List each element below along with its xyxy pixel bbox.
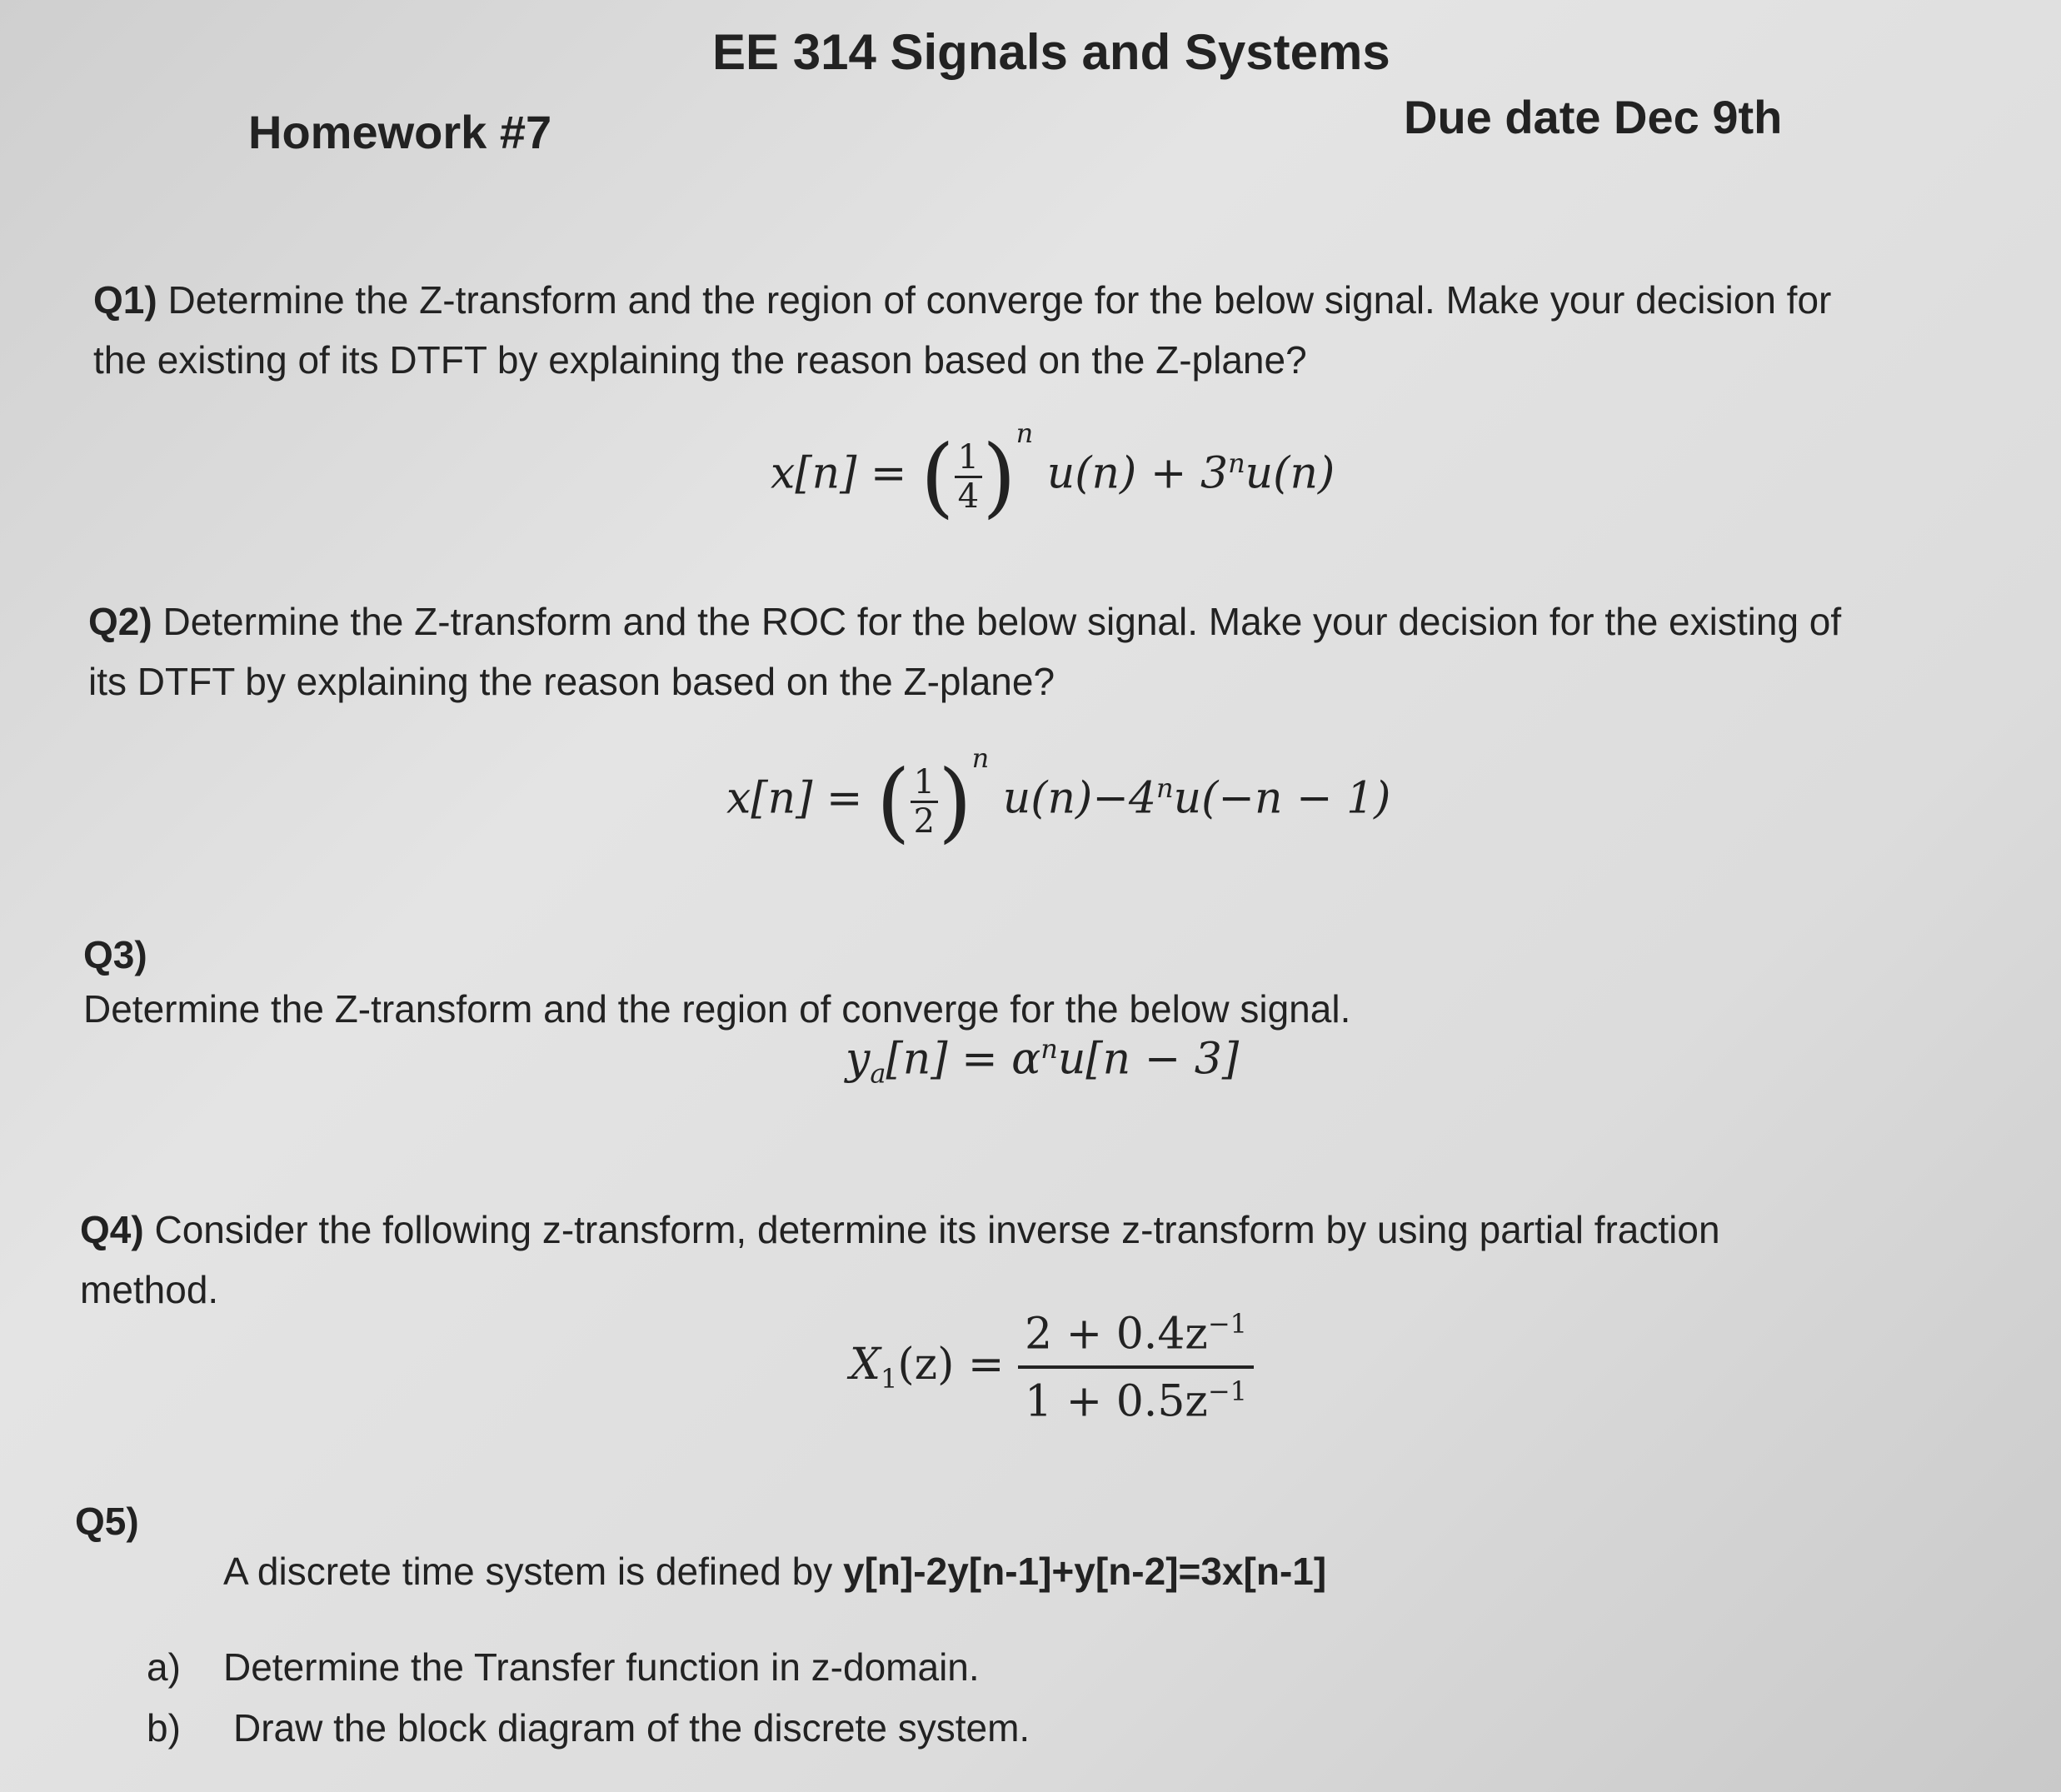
q2-fraction [911, 764, 938, 840]
q5-equation: y[n]-2y[n-1]+y[n-2]=3x[n-1] [842, 1550, 1327, 1593]
q3-eq-exp: n [1040, 1033, 1058, 1065]
q5-part-a-text: Determine the Transfer function in z-domain. [223, 1645, 980, 1689]
q2-exp2: n [1156, 772, 1174, 805]
q2-eq-lhs: x[n] = [726, 773, 863, 824]
q4-num-exp: −1 [1207, 1308, 1247, 1340]
q2-paren-open: ( [876, 751, 911, 852]
q4-line1: Consider the following z-transform, determine its inverse z-transform by using partial fraction [143, 1208, 1720, 1251]
q5-part-a-marker: a) [147, 1645, 181, 1689]
q4-den-text: 1 + 0.5z [1025, 1376, 1208, 1427]
q3-eq-y: y [846, 1034, 871, 1085]
q4-line2: method. [80, 1268, 219, 1311]
q5-label: Q5) [75, 1500, 139, 1543]
q1-eq-rest: u(n) + 3 [1046, 448, 1229, 499]
course-title: EE 314 Signals and Systems [712, 24, 1390, 80]
q1-text [93, 270, 2009, 390]
q4-equation [850, 1308, 1254, 1427]
q3-eq-tail: u[n − 3] [1057, 1034, 1240, 1085]
q4-numerator [1018, 1308, 1254, 1369]
q2-paren-close: ) [938, 751, 972, 852]
q4-eq-lhs: X [850, 1339, 881, 1390]
q1-fraction [955, 439, 982, 515]
q2-eq-rest: u(n)−4 [1002, 773, 1156, 824]
q1-line2: the existing of its DTFT by explaining the reason based on the Z-plane? [93, 338, 1307, 382]
q3-eq-mid: [n] = α [886, 1034, 1041, 1085]
q1-exp: n [1016, 417, 1034, 450]
q5-text [223, 1541, 1326, 1601]
q2-line2: its DTFT by explaining the reason based on the Z-plane? [88, 660, 1055, 703]
q3-equation [846, 1033, 1239, 1090]
q2-frac-num: 1 [911, 764, 938, 803]
q2-text [88, 592, 2004, 711]
q2-line1: Determine the Z-transform and the ROC for the below signal. Make your decision for the existing of [152, 600, 1842, 643]
q2-frac-den: 2 [913, 801, 936, 841]
q1-line1: Determine the Z-transform and the region of converge for the below signal. Make your decision for [157, 278, 1832, 322]
q1-paren-close: ) [982, 426, 1016, 527]
q1-frac-num: 1 [955, 439, 982, 478]
q4-eq-sub: 1 [881, 1363, 898, 1395]
q4-denominator [1018, 1369, 1254, 1426]
q4-den-exp: −1 [1207, 1375, 1247, 1408]
q1-label: Q1) [93, 278, 157, 322]
q2-eq-tail: u(−n − 1) [1173, 773, 1391, 824]
q3-label: Q3) [83, 933, 147, 976]
q1-exp2: n [1228, 447, 1245, 480]
q5-part-b [147, 1698, 1030, 1758]
q1-eq-tail: u(n) [1245, 448, 1335, 499]
q1-eq-lhs: x[n] = [771, 448, 907, 499]
q2-exp: n [971, 742, 990, 775]
q4-num-text: 2 + 0.4z [1025, 1309, 1208, 1360]
q5-text-intro: A discrete time system is defined by [223, 1550, 843, 1593]
q5-part-a [147, 1637, 980, 1697]
due-date: Due date Dec 9th [1404, 91, 1783, 143]
q4-label: Q4) [80, 1208, 144, 1251]
q2-label: Q2) [88, 600, 152, 643]
q4-text [80, 1200, 1996, 1320]
q4-eq-lhs2: (z) = [897, 1339, 1005, 1390]
q5-part-b-text: Draw the block diagram of the discrete system. [233, 1706, 1030, 1750]
q2-equation [726, 742, 1391, 852]
q1-paren-open: ( [921, 426, 955, 527]
q5-part-b-marker: b) [147, 1706, 181, 1750]
q1-frac-den: 4 [957, 477, 980, 516]
q4-fraction [1018, 1308, 1254, 1427]
homework-number: Homework #7 [248, 106, 552, 158]
q1-equation [771, 417, 1335, 527]
q3-eq-sub: a [870, 1057, 886, 1090]
q3-text: Determine the Z-transform and the region of converge for the below signal. [83, 987, 1351, 1031]
